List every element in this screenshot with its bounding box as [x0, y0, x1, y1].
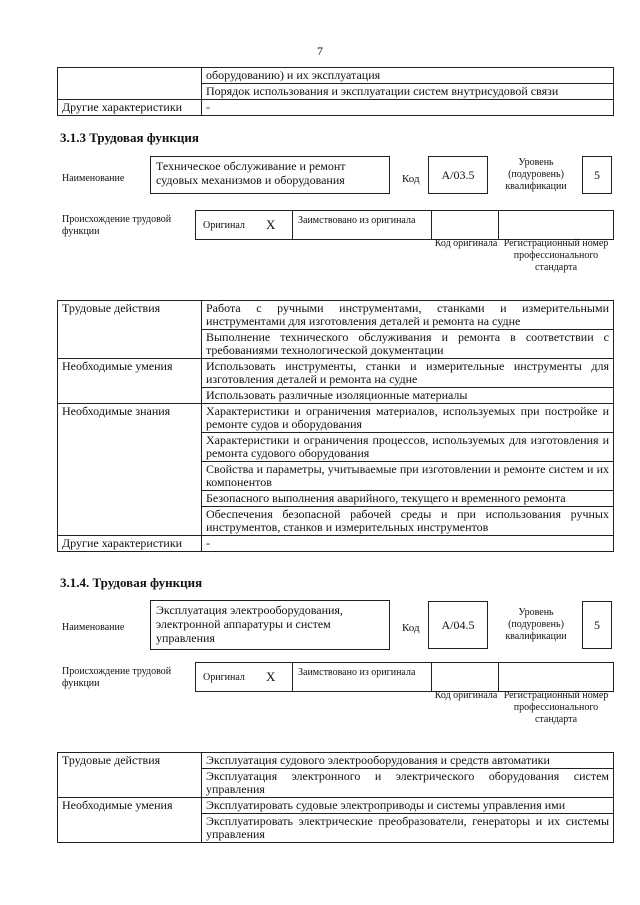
- group-item: Характеристики и ограничения процессов, используемых для изготовления и ремонта судового оборудования: [202, 433, 614, 462]
- section2-table: [57, 752, 614, 843]
- group-item: Свойства и параметры, учитываемые при изготовлении и ремонте систем и их компонентов: [202, 462, 614, 491]
- group-item: Эксплуатация судового электрооборудования и средств автоматики: [202, 753, 614, 769]
- level-box: [582, 156, 612, 194]
- table-row: [58, 404, 614, 433]
- level-label: Уровень (подуровень) квалификации: [505, 607, 567, 642]
- group-item: Эксплуатация электронного и электрического оборудования систем управления: [202, 769, 614, 798]
- group-item: Безопасного выполнения аварийного, текущего и временного ремонта: [202, 491, 614, 507]
- row-label: Другие характеристики: [58, 100, 202, 116]
- top-continuation-table: [57, 67, 614, 116]
- section-heading: 3.1.3 Трудовая функция: [60, 130, 199, 145]
- row-value: -: [202, 100, 614, 116]
- code-value: А/03.5: [441, 168, 475, 182]
- borrowed-cell: [292, 210, 432, 240]
- group-item: Использовать различные изоляционные материалы: [202, 388, 614, 404]
- function-name-box: [150, 600, 390, 650]
- group-item: Эксплуатировать судовые электроприводы и системы управления ими: [202, 798, 614, 814]
- code-original-label: Код оригинала: [434, 238, 498, 249]
- row-label: [58, 68, 202, 84]
- code-box: [428, 601, 488, 649]
- table-row: [58, 753, 614, 769]
- table-row: [58, 68, 614, 84]
- function-name-box: [150, 156, 390, 194]
- row-label: [58, 84, 202, 100]
- borrowed-label: Заимствовано из оригинала: [298, 667, 416, 678]
- code-label: Код: [402, 622, 420, 634]
- group-item: -: [202, 536, 614, 552]
- group-label: Трудовые действия: [58, 301, 202, 359]
- function-name: Эксплуатация электрооборудования, электронной аппаратуры и систем управления: [156, 603, 343, 645]
- table-row: [58, 359, 614, 388]
- table-row: [58, 84, 614, 100]
- name-label: Наименование: [62, 173, 125, 184]
- reg-number-label: Регистрационный номер профессионального стандарта: [503, 690, 609, 725]
- page-number: 7: [317, 44, 323, 58]
- group-label: Необходимые умения: [58, 359, 202, 404]
- origin-label: Происхождение трудовой функции: [62, 666, 172, 689]
- name-label: Наименование: [62, 622, 125, 633]
- level-value: 5: [594, 618, 600, 632]
- reg-number-cell: [498, 210, 614, 240]
- code-original-label: Код оригинала: [434, 690, 498, 701]
- level-label: Уровень (подуровень) квалификации: [505, 157, 567, 192]
- group-item: Работа с ручными инструментами, станками и измерительными инструментами для изготовления деталей и ремонта на судне: [202, 301, 614, 330]
- original-mark: X: [266, 217, 276, 232]
- group-label: Другие характеристики: [58, 536, 202, 552]
- row-value: оборудованию) и их эксплуатация: [202, 68, 614, 84]
- table-row: [58, 100, 614, 116]
- origin-label: Происхождение трудовой функции: [62, 214, 172, 237]
- row-value: Порядок использования и эксплуатации систем внутрисудовой связи: [202, 84, 614, 100]
- group-item: Характеристики и ограничения материалов, используемых при постройке и ремонте судов и оборудования: [202, 404, 614, 433]
- table-row: [58, 798, 614, 814]
- code-original-cell: [431, 662, 499, 692]
- group-item: Обеспечения безопасной рабочей среды и при использования ручных инструментов, станков и измерительных инструментов: [202, 507, 614, 536]
- function-name: Техническое обслуживание и ремонт судовых механизмов и оборудования: [156, 159, 346, 187]
- level-box: [582, 601, 612, 649]
- code-original-cell: [431, 210, 499, 240]
- original-label: Оригинал: [203, 672, 245, 683]
- section-heading: 3.1.4. Трудовая функция: [60, 575, 203, 590]
- group-label: Необходимые знания: [58, 404, 202, 536]
- section1-table: [57, 300, 614, 552]
- borrowed-cell: [292, 662, 432, 692]
- group-item: Выполнение технического обслуживания и ремонта в соответствии с требованиями технологической документации: [202, 330, 614, 359]
- table-row: [58, 536, 614, 552]
- group-item: Эксплуатировать электрические преобразователи, генераторы и их системы управления: [202, 814, 614, 843]
- reg-number-label: Регистрационный номер профессионального стандарта: [503, 238, 609, 273]
- reg-number-cell: [498, 662, 614, 692]
- table-row: [58, 301, 614, 330]
- original-label: Оригинал: [203, 220, 245, 231]
- original-mark: X: [266, 669, 276, 684]
- code-value: А/04.5: [441, 618, 475, 632]
- code-label: Код: [402, 173, 420, 185]
- level-value: 5: [594, 168, 600, 182]
- code-box: [428, 156, 488, 194]
- group-label: Трудовые действия: [58, 753, 202, 798]
- borrowed-label: Заимствовано из оригинала: [298, 215, 416, 226]
- original-cell: [195, 210, 293, 240]
- group-item: Использовать инструменты, станки и измерительные инструменты для изготовления деталей и ремонта на судне: [202, 359, 614, 388]
- original-cell: [195, 662, 293, 692]
- group-label: Необходимые умения: [58, 798, 202, 843]
